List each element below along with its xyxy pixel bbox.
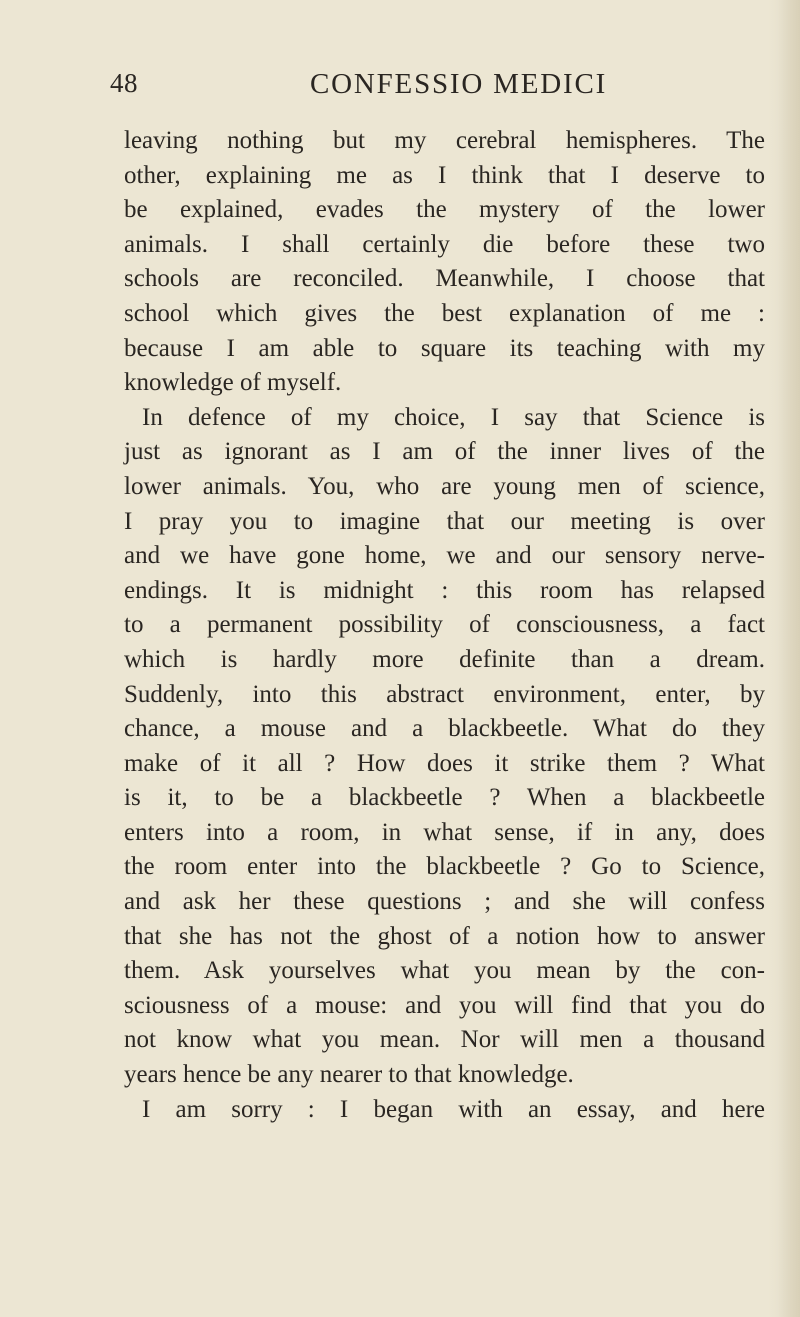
text-line: animals. I shall certainly die before these two [124, 230, 765, 258]
paragraph-start-line: In defence of my choice, I say that Science is [142, 403, 765, 431]
text-line: Suddenly, into this abstract environment, enter, by [124, 680, 765, 708]
text-line: chance, a mouse and a blackbeetle. What do they [124, 715, 765, 743]
page-number: 48 [110, 68, 138, 98]
text-line: to a permanent possibility of consciousness, a fact [124, 611, 765, 639]
text-line: school which gives the best explanation of me : [124, 299, 765, 327]
text-line: not know what you mean. Nor will men a thousand [124, 1026, 765, 1054]
text-line: leaving nothing but my cerebral hemispheres. The [124, 127, 765, 154]
text-line: schools are reconciled. Meanwhile, I choose that [124, 265, 765, 293]
text-line: make of it all ? How does it strike them ? What [124, 749, 765, 777]
text-line: lower animals. You, who are young men of science, [124, 472, 765, 500]
text-line: enters into a room, in what sense, if in any, does [124, 818, 765, 846]
text-line: and ask her these questions ; and she will confess [124, 888, 765, 916]
text-line: and we have gone home, we and our sensory nerve- [124, 542, 765, 570]
text-line: that she has not the ghost of a notion how to answer [124, 922, 765, 950]
text-line: them. Ask yourselves what you mean by the con- [124, 957, 765, 985]
body-text [124, 124, 765, 1127]
text-line: is it, to be a blackbeetle ? When a blackbeetle [124, 784, 765, 812]
text-line: endings. It is midnight : this room has relapsed [124, 576, 765, 604]
text-line: the room enter into the blackbeetle ? Go to Science, [124, 853, 765, 881]
running-title: CONFESSIO MEDICI [310, 68, 608, 100]
page-header [110, 68, 770, 108]
text-line: just as ignorant as I am of the inner lives of the [124, 438, 765, 466]
text-line: knowledge of myself. [124, 369, 342, 397]
text-line: I pray you to imagine that our meeting is over [124, 507, 765, 535]
text-line: other, explaining me as I think that I deserve to [124, 161, 765, 189]
text-line: years hence be any nearer to that knowledge. [124, 1061, 574, 1089]
paragraph-start-line: I am sorry : I began with an essay, and here [142, 1095, 765, 1123]
text-line: because I am able to square its teaching with my [124, 334, 765, 362]
page-edge-shadow [778, 0, 800, 1317]
text-line: sciousness of a mouse: and you will find that you do [124, 991, 765, 1019]
text-line: which is hardly more definite than a dream. [124, 645, 765, 673]
text-line: be explained, evades the mystery of the lower [124, 196, 765, 224]
